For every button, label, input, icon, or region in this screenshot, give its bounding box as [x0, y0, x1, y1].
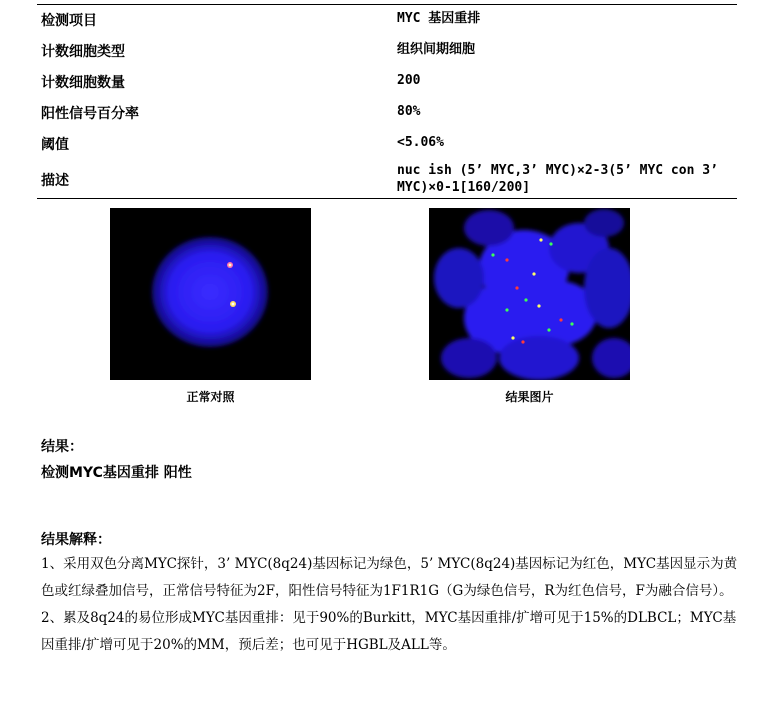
interpretation-heading: 结果解释： [41, 532, 111, 548]
row-value: 组织间期细胞 [397, 42, 476, 57]
result-fish-svg [429, 208, 630, 380]
row-key: 计数细胞数量 [41, 75, 125, 91]
row-key: 检测项目 [41, 13, 97, 29]
table-top-rule [37, 4, 737, 5]
row-value: 200 [397, 73, 421, 88]
result-value: 检测MYC基因重排 阳性 [41, 465, 192, 481]
nucleus [152, 237, 268, 347]
nuclei-cluster [434, 209, 630, 380]
row-value: <5.06% [397, 135, 444, 150]
interpretation-body [41, 551, 741, 659]
control-fish-svg [110, 208, 311, 380]
result-heading: 结果： [41, 439, 83, 455]
interpretation-paragraph-1: 1、采用双色分离MYC探针，3’ MYC(8q24)基因标记为绿色，5’ MYC(8q24)基因标记为红色，MYC基因显示为黄色或红绿叠加信号，正常信号特征为2F，阳性信号特征为1F1R1G（G为绿色信号，R为红色信号，F为融合信号）。 [41, 556, 738, 599]
row-key: 计数细胞类型 [41, 44, 125, 60]
control-fish-image [110, 208, 311, 380]
row-key: 阈值 [41, 137, 69, 153]
result-caption: 结果图片 [505, 390, 554, 404]
row-key: 阳性信号百分率 [41, 106, 139, 122]
result-fish-image [429, 208, 630, 380]
interpretation-paragraph-2: 2、累及8q24的易位形成MYC基因重排：见于90%的Burkitt，MYC基因重排/扩增可见于15%的DLBCL；MYC基因重排/扩增可见于20%的MM，预后差；也可见于HGBL及ALL等。 [41, 610, 737, 653]
table-bottom-rule [37, 198, 737, 199]
row-key: 描述 [41, 173, 69, 189]
row-value: nuc ish (5’ MYC,3’ MYC)×2-3(5’ MYC con 3’ MYC)×0-1[160/200] [397, 163, 718, 195]
row-value: 80% [397, 104, 421, 119]
control-caption: 正常对照 [186, 390, 235, 404]
row-value: MYC 基因重排 [397, 11, 481, 26]
